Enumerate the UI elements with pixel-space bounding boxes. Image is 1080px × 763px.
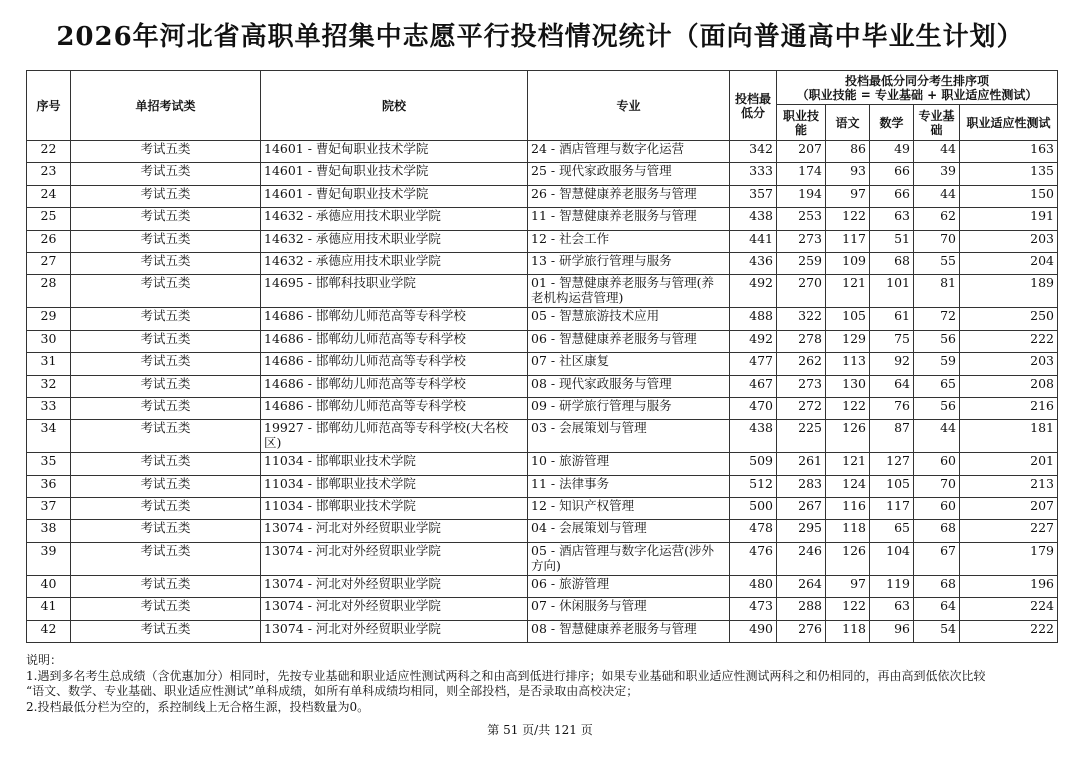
- table-row: [27, 275, 1058, 308]
- cell-major: 12 - 知识产权管理: [528, 498, 730, 520]
- cell-basic: 54: [914, 620, 960, 642]
- cell-exam-type: 考试五类: [71, 252, 261, 274]
- cell-math: 75: [870, 330, 914, 352]
- cell-adapt: 207: [960, 498, 1058, 520]
- cell-exam-type: 考试五类: [71, 163, 261, 185]
- header-min-score: 投档最低分: [730, 71, 777, 141]
- cell-min-score: 477: [730, 353, 777, 375]
- cell-school: 14686 - 邯郸幼儿师范高等专科学校: [261, 397, 528, 419]
- cell-min-score: 478: [730, 520, 777, 542]
- cell-school: 14601 - 曹妃甸职业技术学院: [261, 163, 528, 185]
- cell-basic: 60: [914, 498, 960, 520]
- cell-chinese: 113: [826, 353, 870, 375]
- header-rank-title: 投档最低分同分考生排序项: [845, 73, 990, 88]
- header-rank-formula: （职业技能 = 专业基础 + 职业适应性测试）: [796, 87, 1038, 102]
- cell-skill: 261: [777, 453, 826, 475]
- table-row: [27, 252, 1058, 274]
- cell-skill: 253: [777, 208, 826, 230]
- cell-chinese: 86: [826, 141, 870, 163]
- cell-chinese: 126: [826, 542, 870, 575]
- cell-seq: 25: [27, 208, 71, 230]
- cell-skill: 259: [777, 252, 826, 274]
- cell-seq: 31: [27, 353, 71, 375]
- cell-major: 04 - 会展策划与管理: [528, 520, 730, 542]
- cell-basic: 39: [914, 163, 960, 185]
- cell-school: 14632 - 承德应用技术职业学院: [261, 252, 528, 274]
- cell-min-score: 470: [730, 397, 777, 419]
- header-skill: 职业技能: [777, 105, 826, 141]
- cell-math: 117: [870, 498, 914, 520]
- cell-major: 12 - 社会工作: [528, 230, 730, 252]
- cell-exam-type: 考试五类: [71, 520, 261, 542]
- table-row: [27, 208, 1058, 230]
- header-rank-group: [777, 71, 1058, 105]
- cell-math: 104: [870, 542, 914, 575]
- cell-school: 14632 - 承德应用技术职业学院: [261, 230, 528, 252]
- cell-major: 07 - 休闲服务与管理: [528, 598, 730, 620]
- note-line-2: “语文、数学、专业基础、职业适应性测试”单科成绩，如所有单科成绩均相同，则全部投档，是否录取由高校决定；: [26, 684, 639, 698]
- cell-major: 26 - 智慧健康养老服务与管理: [528, 185, 730, 207]
- cell-adapt: 179: [960, 542, 1058, 575]
- cell-seq: 23: [27, 163, 71, 185]
- cell-school: 13074 - 河北对外经贸职业学院: [261, 620, 528, 642]
- cell-chinese: 93: [826, 163, 870, 185]
- cell-math: 119: [870, 575, 914, 597]
- cell-major: 05 - 智慧旅游技术应用: [528, 308, 730, 330]
- cell-adapt: 216: [960, 397, 1058, 419]
- cell-chinese: 97: [826, 575, 870, 597]
- cell-exam-type: 考试五类: [71, 542, 261, 575]
- cell-min-score: 342: [730, 141, 777, 163]
- header-seq: 序号: [27, 71, 71, 141]
- cell-skill: 276: [777, 620, 826, 642]
- cell-basic: 44: [914, 420, 960, 453]
- table-row: [27, 141, 1058, 163]
- cell-school: 14686 - 邯郸幼儿师范高等专科学校: [261, 353, 528, 375]
- note-line-3: 2.投档最低分栏为空的，系控制线上无合格生源，投档数量为0。: [26, 699, 370, 714]
- cell-skill: 225: [777, 420, 826, 453]
- cell-min-score: 500: [730, 498, 777, 520]
- cell-adapt: 181: [960, 420, 1058, 453]
- note-line-1: 1.遇到多名考生总成绩（含优惠加分）相同时，先按专业基础和职业适应性测试两科之和由高到低进行排序；如果专业基础和职业适应性测试两科之和仍相同的，再由高到低依次比较: [26, 668, 986, 683]
- cell-basic: 68: [914, 575, 960, 597]
- table-row: [27, 163, 1058, 185]
- cell-skill: 262: [777, 353, 826, 375]
- cell-adapt: 224: [960, 598, 1058, 620]
- cell-min-score: 509: [730, 453, 777, 475]
- table-row: [27, 397, 1058, 419]
- cell-major: 24 - 酒店管理与数字化运营: [528, 141, 730, 163]
- cell-seq: 35: [27, 453, 71, 475]
- cell-basic: 72: [914, 308, 960, 330]
- cell-seq: 29: [27, 308, 71, 330]
- cell-school: 14601 - 曹妃甸职业技术学院: [261, 185, 528, 207]
- table-body: [27, 141, 1058, 643]
- cell-math: 65: [870, 520, 914, 542]
- cell-min-score: 357: [730, 185, 777, 207]
- cell-chinese: 118: [826, 520, 870, 542]
- cell-major: 06 - 智慧健康养老服务与管理: [528, 330, 730, 352]
- cell-basic: 60: [914, 453, 960, 475]
- cell-chinese: 126: [826, 420, 870, 453]
- cell-basic: 67: [914, 542, 960, 575]
- cell-skill: 273: [777, 230, 826, 252]
- cell-exam-type: 考试五类: [71, 498, 261, 520]
- cell-math: 63: [870, 208, 914, 230]
- cell-min-score: 438: [730, 420, 777, 453]
- cell-math: 87: [870, 420, 914, 453]
- cell-skill: 283: [777, 475, 826, 497]
- table-row: [27, 475, 1058, 497]
- cell-math: 96: [870, 620, 914, 642]
- cell-math: 66: [870, 163, 914, 185]
- cell-min-score: 492: [730, 275, 777, 308]
- cell-skill: 272: [777, 397, 826, 419]
- page-number: 第 51 页/共 121 页: [487, 723, 593, 737]
- cell-basic: 81: [914, 275, 960, 308]
- header-basic: 专业基础: [914, 105, 960, 141]
- table-row: [27, 330, 1058, 352]
- cell-skill: 207: [777, 141, 826, 163]
- cell-chinese: 129: [826, 330, 870, 352]
- cell-chinese: 121: [826, 275, 870, 308]
- cell-min-score: 492: [730, 330, 777, 352]
- cell-adapt: 204: [960, 252, 1058, 274]
- cell-chinese: 105: [826, 308, 870, 330]
- cell-chinese: 124: [826, 475, 870, 497]
- cell-seq: 27: [27, 252, 71, 274]
- cell-math: 49: [870, 141, 914, 163]
- cell-school: 14686 - 邯郸幼儿师范高等专科学校: [261, 308, 528, 330]
- cell-seq: 36: [27, 475, 71, 497]
- cell-exam-type: 考试五类: [71, 208, 261, 230]
- table-row: [27, 498, 1058, 520]
- cell-seq: 28: [27, 275, 71, 308]
- cell-exam-type: 考试五类: [71, 475, 261, 497]
- cell-min-score: 512: [730, 475, 777, 497]
- table-row: [27, 453, 1058, 475]
- cell-school: 11034 - 邯郸职业技术学院: [261, 475, 528, 497]
- cell-min-score: 490: [730, 620, 777, 642]
- cell-exam-type: 考试五类: [71, 308, 261, 330]
- cell-basic: 70: [914, 230, 960, 252]
- header-exam-type: 单招考试类: [71, 71, 261, 141]
- cell-skill: 264: [777, 575, 826, 597]
- cell-seq: 22: [27, 141, 71, 163]
- cell-min-score: 488: [730, 308, 777, 330]
- notes: [26, 653, 1066, 715]
- cell-math: 68: [870, 252, 914, 274]
- cell-seq: 37: [27, 498, 71, 520]
- cell-exam-type: 考试五类: [71, 141, 261, 163]
- cell-basic: 68: [914, 520, 960, 542]
- cell-adapt: 222: [960, 330, 1058, 352]
- cell-seq: 41: [27, 598, 71, 620]
- cell-major: 07 - 社区康复: [528, 353, 730, 375]
- cell-adapt: 222: [960, 620, 1058, 642]
- cell-major: 09 - 研学旅行管理与服务: [528, 397, 730, 419]
- cell-basic: 44: [914, 141, 960, 163]
- cell-school: 13074 - 河北对外经贸职业学院: [261, 520, 528, 542]
- cell-math: 63: [870, 598, 914, 620]
- table-row: [27, 375, 1058, 397]
- header-major: 专业: [528, 71, 730, 141]
- cell-min-score: 476: [730, 542, 777, 575]
- cell-min-score: 473: [730, 598, 777, 620]
- cell-major: 11 - 法律事务: [528, 475, 730, 497]
- cell-chinese: 97: [826, 185, 870, 207]
- cell-school: 14601 - 曹妃甸职业技术学院: [261, 141, 528, 163]
- cell-adapt: 196: [960, 575, 1058, 597]
- cell-skill: 288: [777, 598, 826, 620]
- cell-basic: 44: [914, 185, 960, 207]
- cell-math: 105: [870, 475, 914, 497]
- cell-exam-type: 考试五类: [71, 397, 261, 419]
- table-row: [27, 420, 1058, 453]
- cell-math: 92: [870, 353, 914, 375]
- page-title: 2026年河北省高职单招集中志愿平行投档情况统计（面向普通高中毕业生计划）: [56, 22, 1024, 52]
- cell-major: 25 - 现代家政服务与管理: [528, 163, 730, 185]
- cell-seq: 30: [27, 330, 71, 352]
- cell-skill: 270: [777, 275, 826, 308]
- cell-min-score: 438: [730, 208, 777, 230]
- cell-exam-type: 考试五类: [71, 420, 261, 453]
- cell-exam-type: 考试五类: [71, 275, 261, 308]
- header-school: 院校: [261, 71, 528, 141]
- cell-chinese: 117: [826, 230, 870, 252]
- cell-school: 13074 - 河北对外经贸职业学院: [261, 575, 528, 597]
- cell-adapt: 203: [960, 353, 1058, 375]
- cell-school: 19927 - 邯郸幼儿师范高等专科学校(大名校区): [261, 420, 528, 453]
- cell-adapt: 163: [960, 141, 1058, 163]
- cell-min-score: 441: [730, 230, 777, 252]
- cell-exam-type: 考试五类: [71, 598, 261, 620]
- cell-seq: 34: [27, 420, 71, 453]
- cell-basic: 59: [914, 353, 960, 375]
- cell-exam-type: 考试五类: [71, 453, 261, 475]
- cell-seq: 40: [27, 575, 71, 597]
- cell-skill: 273: [777, 375, 826, 397]
- cell-basic: 64: [914, 598, 960, 620]
- cell-major: 08 - 智慧健康养老服务与管理: [528, 620, 730, 642]
- cell-major: 10 - 旅游管理: [528, 453, 730, 475]
- cell-school: 14632 - 承德应用技术职业学院: [261, 208, 528, 230]
- cell-exam-type: 考试五类: [71, 353, 261, 375]
- cell-math: 127: [870, 453, 914, 475]
- cell-chinese: 122: [826, 208, 870, 230]
- cell-basic: 55: [914, 252, 960, 274]
- cell-skill: 174: [777, 163, 826, 185]
- cell-basic: 62: [914, 208, 960, 230]
- cell-math: 101: [870, 275, 914, 308]
- header-adapt: 职业适应性测试: [960, 105, 1058, 141]
- cell-chinese: 122: [826, 397, 870, 419]
- cell-major: 01 - 智慧健康养老服务与管理(养老机构运营管理): [528, 275, 730, 308]
- cell-major: 11 - 智慧健康养老服务与管理: [528, 208, 730, 230]
- cell-math: 76: [870, 397, 914, 419]
- cell-skill: 295: [777, 520, 826, 542]
- admission-table: [26, 70, 1058, 643]
- cell-adapt: 208: [960, 375, 1058, 397]
- cell-exam-type: 考试五类: [71, 230, 261, 252]
- cell-major: 08 - 现代家政服务与管理: [528, 375, 730, 397]
- cell-major: 06 - 旅游管理: [528, 575, 730, 597]
- cell-seq: 26: [27, 230, 71, 252]
- table-row: [27, 185, 1058, 207]
- cell-skill: 194: [777, 185, 826, 207]
- notes-heading: 说明：: [26, 653, 63, 667]
- cell-seq: 38: [27, 520, 71, 542]
- table-row: [27, 308, 1058, 330]
- cell-basic: 56: [914, 330, 960, 352]
- cell-skill: 278: [777, 330, 826, 352]
- cell-min-score: 436: [730, 252, 777, 274]
- cell-min-score: 467: [730, 375, 777, 397]
- cell-adapt: 213: [960, 475, 1058, 497]
- cell-skill: 322: [777, 308, 826, 330]
- cell-math: 51: [870, 230, 914, 252]
- cell-basic: 56: [914, 397, 960, 419]
- cell-math: 61: [870, 308, 914, 330]
- cell-exam-type: 考试五类: [71, 375, 261, 397]
- cell-adapt: 227: [960, 520, 1058, 542]
- cell-chinese: 122: [826, 598, 870, 620]
- cell-school: 13074 - 河北对外经贸职业学院: [261, 598, 528, 620]
- cell-major: 03 - 会展策划与管理: [528, 420, 730, 453]
- cell-chinese: 121: [826, 453, 870, 475]
- cell-skill: 267: [777, 498, 826, 520]
- table-row: [27, 575, 1058, 597]
- cell-adapt: 191: [960, 208, 1058, 230]
- cell-school: 11034 - 邯郸职业技术学院: [261, 498, 528, 520]
- cell-min-score: 333: [730, 163, 777, 185]
- table-row: [27, 230, 1058, 252]
- cell-adapt: 150: [960, 185, 1058, 207]
- table-row: [27, 598, 1058, 620]
- cell-school: 14686 - 邯郸幼儿师范高等专科学校: [261, 375, 528, 397]
- cell-math: 64: [870, 375, 914, 397]
- cell-adapt: 189: [960, 275, 1058, 308]
- cell-chinese: 109: [826, 252, 870, 274]
- table-row: [27, 520, 1058, 542]
- table-row: [27, 542, 1058, 575]
- cell-seq: 24: [27, 185, 71, 207]
- cell-major: 05 - 酒店管理与数字化运营(涉外方向): [528, 542, 730, 575]
- cell-seq: 42: [27, 620, 71, 642]
- cell-math: 66: [870, 185, 914, 207]
- cell-seq: 39: [27, 542, 71, 575]
- cell-adapt: 250: [960, 308, 1058, 330]
- cell-chinese: 118: [826, 620, 870, 642]
- cell-exam-type: 考试五类: [71, 330, 261, 352]
- cell-school: 14695 - 邯郸科技职业学院: [261, 275, 528, 308]
- cell-school: 14686 - 邯郸幼儿师范高等专科学校: [261, 330, 528, 352]
- cell-chinese: 130: [826, 375, 870, 397]
- cell-major: 13 - 研学旅行管理与服务: [528, 252, 730, 274]
- cell-basic: 70: [914, 475, 960, 497]
- cell-exam-type: 考试五类: [71, 575, 261, 597]
- cell-basic: 65: [914, 375, 960, 397]
- cell-min-score: 480: [730, 575, 777, 597]
- header-chinese: 语文: [826, 105, 870, 141]
- cell-adapt: 203: [960, 230, 1058, 252]
- cell-adapt: 135: [960, 163, 1058, 185]
- cell-seq: 32: [27, 375, 71, 397]
- cell-chinese: 116: [826, 498, 870, 520]
- cell-exam-type: 考试五类: [71, 185, 261, 207]
- cell-adapt: 201: [960, 453, 1058, 475]
- cell-skill: 246: [777, 542, 826, 575]
- table-row: [27, 620, 1058, 642]
- cell-school: 13074 - 河北对外经贸职业学院: [261, 542, 528, 575]
- header-math: 数学: [870, 105, 914, 141]
- cell-exam-type: 考试五类: [71, 620, 261, 642]
- cell-school: 11034 - 邯郸职业技术学院: [261, 453, 528, 475]
- table-row: [27, 353, 1058, 375]
- cell-seq: 33: [27, 397, 71, 419]
